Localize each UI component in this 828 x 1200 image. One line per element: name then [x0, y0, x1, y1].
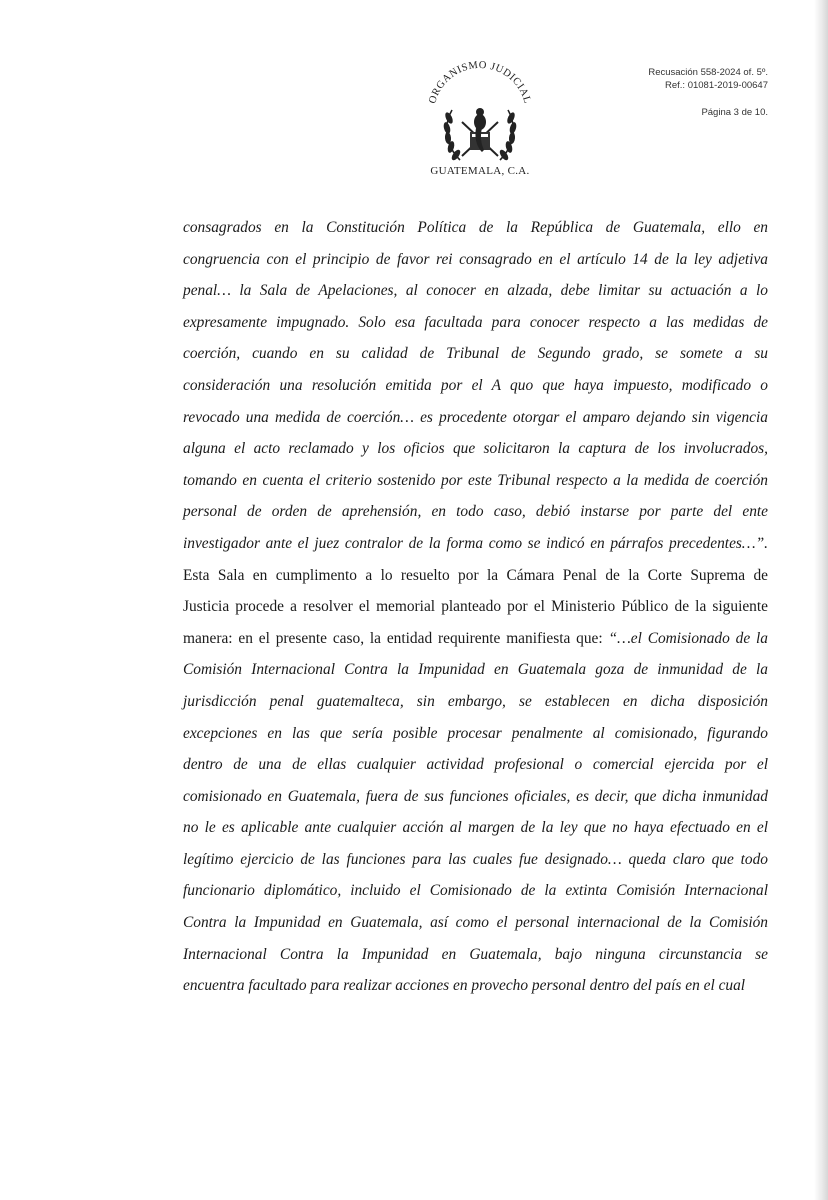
body-line-text: funcionario diplomático, incluido el Comisionado de la extinta Comisión Internacional — [183, 882, 768, 900]
seal-arc-text: ORGANISMO JUDICIAL — [427, 59, 533, 106]
reference-block — [648, 66, 768, 119]
judicial-seal-logo — [416, 52, 544, 180]
body-line-text: consagrados en la Constitución Política de la República de Guatemala, ello en — [183, 219, 768, 236]
body-line — [183, 939, 768, 971]
body-line — [183, 781, 768, 813]
body-line-text: congruencia con el principio de favor rei consagrado en el artículo 14 de la ley adjetiva — [183, 250, 768, 268]
body-line-text: legítimo ejercicio de las funciones para las cuales fue designado… queda claro que todo — [183, 850, 768, 868]
body-line — [183, 370, 768, 402]
page-edge-shadow — [814, 0, 828, 1200]
body-line — [183, 844, 768, 876]
body-line — [183, 338, 768, 370]
body-line-text: dentro de una de ellas cualquier actividad profesional o comercial ejercida por el — [183, 756, 768, 774]
body-line-text: tomando en cuenta el criterio sostenido por este Tribunal respecto a la medida de coerción — [183, 471, 768, 489]
body-line — [183, 623, 768, 655]
body-line — [183, 812, 768, 844]
body-line — [183, 749, 768, 781]
document-body — [183, 212, 768, 1002]
body-line-text: investigador ante el juez contralor de la forma como se indicó en párrafos precedentes…”. — [183, 534, 768, 552]
body-line-text: Comisión Internacional Contra la Impunidad en Guatemala goza de inmunidad de la — [183, 661, 768, 679]
body-line-text: expresamente impugnado. Solo esa facultada para conocer respecto a las medidas de — [183, 313, 768, 331]
judicial-seal-icon — [416, 52, 544, 180]
body-line-text: revocado una medida de coerción… es procedente otorgar el amparo dejando sin vigencia — [183, 408, 768, 426]
seal-caption: GUATEMALA, C.A. — [430, 165, 530, 177]
body-line-text: Esta Sala en cumplimento a lo resuelto por la Cámara Penal de la Corte Suprema de — [183, 566, 768, 584]
body-line-text: consideración una resolución emitida por el A quo que haya impuesto, modificado o — [183, 376, 768, 394]
body-line — [183, 875, 768, 907]
page-number: Página 3 de 10. — [701, 107, 768, 118]
body-line — [183, 465, 768, 497]
body-line-text: encuentra facultado para realizar acciones en provecho personal dentro del país en el cual — [183, 977, 746, 995]
body-line-text: coerción, cuando en su calidad de Tribunal de Segundo grado, se somete a su — [183, 345, 768, 363]
svg-text:ORGANISMO JUDICIAL — [427, 60, 532, 105]
body-line-text: excepciones en las que sería posible procesar penalmente al comisionado, figurando — [183, 724, 768, 742]
body-line — [183, 275, 768, 307]
body-line — [183, 907, 768, 939]
body-line — [183, 970, 768, 1002]
body-line — [183, 528, 768, 560]
body-line-text: jurisdicción penal guatemalteca, sin embargo, se establecen en dicha disposición — [183, 692, 768, 710]
body-line-text: personal de orden de aprehensión, en todo caso, debió instarse por parte del ente — [183, 503, 768, 521]
body-line-text: Internacional Contra la Impunidad en Guatemala, bajo ninguna circunstancia se — [183, 945, 768, 963]
reference-number: Ref.: 01081-2019-00647 — [665, 80, 768, 91]
body-line-text: no le es aplicable ante cualquier acción al margen de la ley que no haya efectuado en el — [183, 819, 768, 837]
body-line — [183, 402, 768, 434]
body-line — [183, 307, 768, 339]
body-line-text: Contra la Impunidad en Guatemala, así como el personal internacional de la Comisión — [183, 914, 768, 932]
body-line-text: alguna el acto reclamado y los oficios que solicitaron la captura de los involucrados, — [183, 440, 768, 458]
body-line — [183, 496, 768, 528]
body-line-text: penal… la Sala de Apelaciones, al conocer en alzada, debe limitar su actuación a lo — [183, 282, 768, 300]
body-line — [183, 686, 768, 718]
body-line — [183, 433, 768, 465]
body-line-text: Justicia procede a resolver el memorial planteado por el Ministerio Público de la siguiente — [183, 598, 768, 616]
body-line-text: comisionado en Guatemala, fuera de sus funciones oficiales, es decir, que dicha inmunidad — [183, 787, 768, 805]
case-number: Recusación 558-2024 of. 5º. — [648, 67, 768, 78]
body-line-text: manera: en el presente caso, la entidad requirente manifiesta que: — [183, 629, 603, 647]
body-line — [183, 591, 768, 623]
body-line — [183, 212, 768, 244]
body-line-quote-start: “…el Comisionado de la — [602, 629, 768, 647]
body-line — [183, 718, 768, 750]
body-line — [183, 654, 768, 686]
body-line — [183, 244, 768, 276]
body-line — [183, 560, 768, 592]
